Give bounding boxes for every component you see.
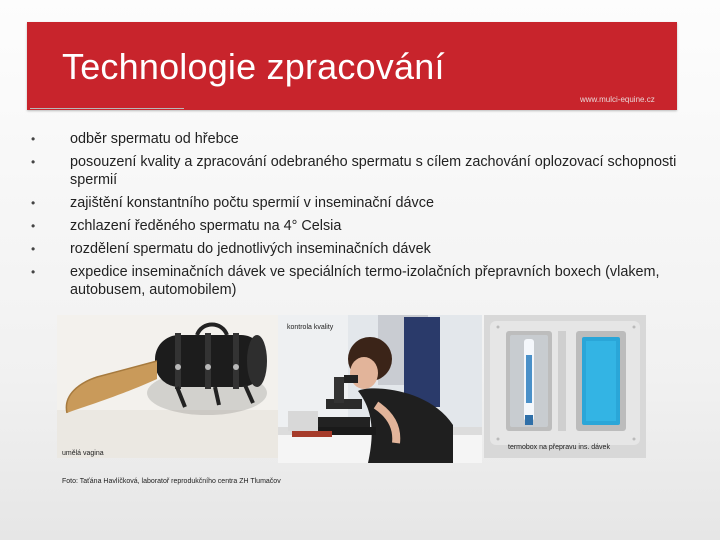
caption-artificial-vagina: umělá vagina xyxy=(62,450,104,457)
bullet-item xyxy=(0,153,720,189)
bullet-item xyxy=(0,217,720,235)
bullet-text: expedice inseminačních dávek ve speciálních termo-izolačních přepravních boxech (vlakem, autobusem, automobilem) xyxy=(70,264,660,298)
bullet-icon: • xyxy=(31,242,36,256)
bullet-text: odběr spermatu od hřebce xyxy=(70,131,239,147)
thermobox-illustration xyxy=(484,315,646,458)
thermobox-photo xyxy=(484,315,646,458)
bullet-icon: • xyxy=(31,132,36,146)
bullet-icon: • xyxy=(31,196,36,210)
quality-control-photo xyxy=(278,315,482,463)
artificial-vagina-illustration xyxy=(57,315,279,458)
bullet-text: zchlazení ředěného spermatu na 4° Celsia xyxy=(70,218,342,234)
photo-credit: Foto: Taťána Havlíčková, laboratoř reprodukčního centra ZH Tlumačov xyxy=(62,478,281,485)
bullet-icon: • xyxy=(31,265,36,279)
title-underline xyxy=(30,108,184,109)
bullet-item xyxy=(0,130,720,148)
caption-quality-control: kontrola kvality xyxy=(287,324,334,331)
bullet-icon: • xyxy=(31,155,36,169)
bullet-text: zajištění konstantního počtu spermií v inseminační dávce xyxy=(70,195,434,211)
artificial-vagina-photo xyxy=(57,315,279,458)
bullet-item xyxy=(0,194,720,212)
website-label: www.mulci-equine.cz xyxy=(580,95,655,104)
microscope-lab-illustration xyxy=(278,315,482,463)
bullet-item xyxy=(0,240,720,258)
bullet-icon: • xyxy=(31,219,36,233)
slide-title: Technologie zpracování xyxy=(62,46,445,87)
bullet-text: rozdělení spermatu do jednotlivých inseminačních dávek xyxy=(70,241,431,257)
bullet-item xyxy=(0,263,720,299)
bullet-text: posouzení kvality a zpracování odebraného spermatu s cílem zachování oplozovací schopnosti spermií xyxy=(70,154,677,188)
bullet-list xyxy=(0,130,720,304)
caption-thermobox: termobox na přepravu ins. dávek xyxy=(508,444,610,451)
